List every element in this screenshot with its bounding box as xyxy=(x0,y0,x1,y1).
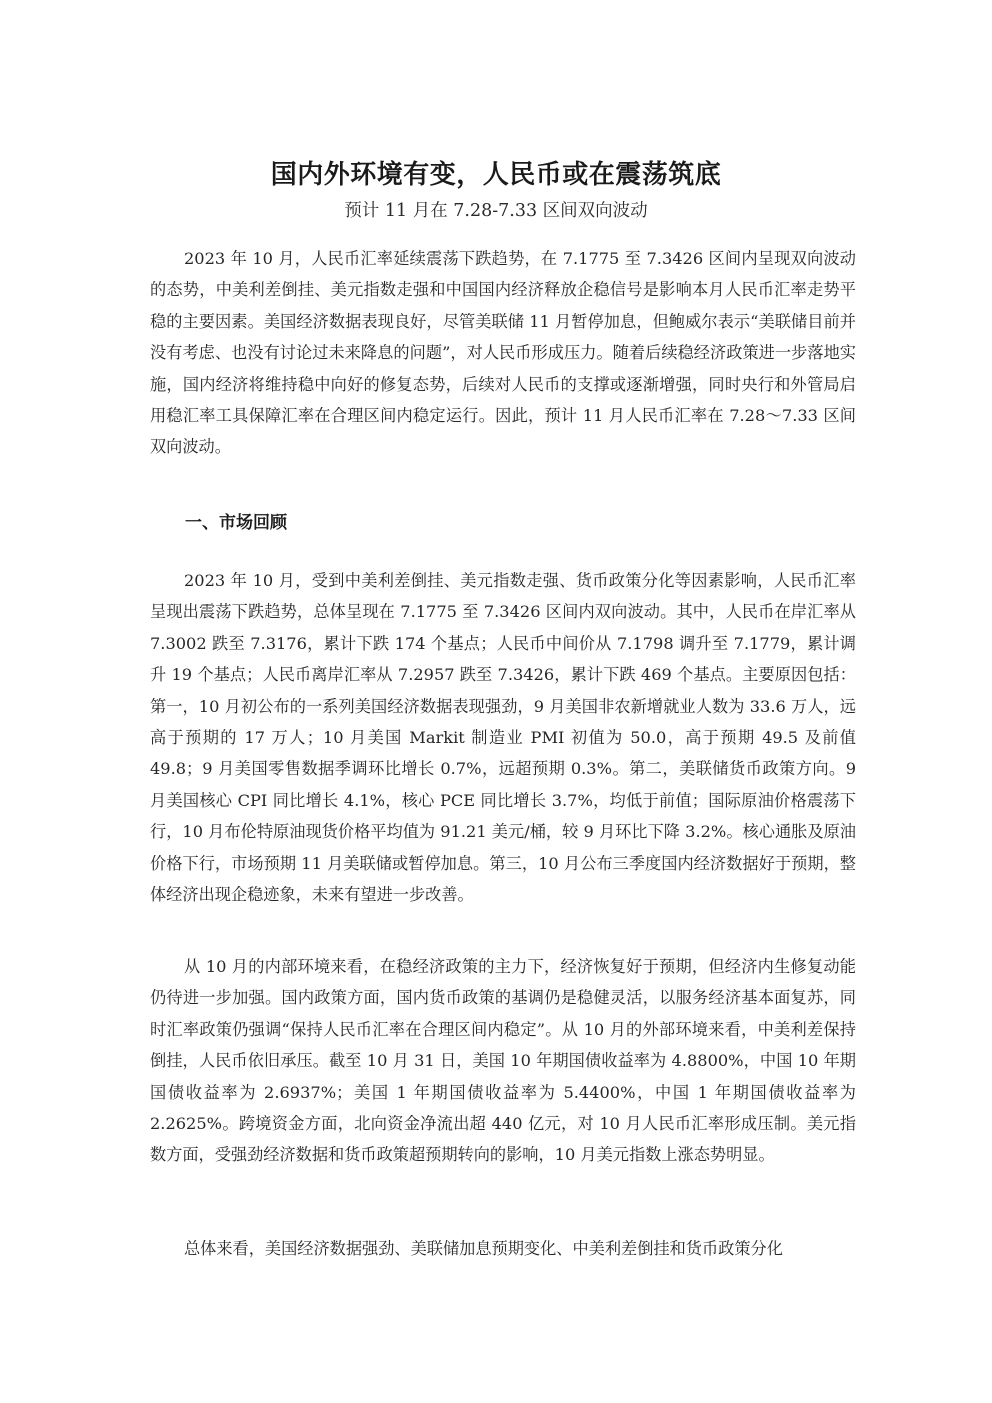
environment-paragraph: 从 10 月的内部环境来看，在稳经济政策的主力下，经济恢复好于预期，但经济内生修复动能仍待进一步加强。国内政策方面，国内货币政策的基调仍是稳健灵活，以服务经济基本面复苏，同时汇率政策仍强调“保持人民币汇率在合理区间内稳定”。从 10 月的外部环境来看，中美利差保持倒挂，人民币依旧承压。截至 10 月 31 日，美国 10 年期国债收益率为 4.8800%，中国 10 年期国债收益率为 2.6937%；美国 1 年期国债收益率为 5.4400%，中国 1 年期国债收益率为 2.2625%。跨境资金方面，北向资金净流出超 440 亿元，对 10 月人民币汇率形成压制。美元指数方面，受强劲经济数据和货币政策超预期转向的影响，10 月美元指数上涨态势明显。 xyxy=(150,957,856,1165)
market-review-paragraph: 2023 年 10 月，受到中美利差倒挂、美元指数走强、货币政策分化等因素影响，人民币汇率呈现出震荡下跌趋势，总体呈现在 7.1775 至 7.3426 区间内双向波动。其中，人民币在岸汇率从 7.3002 跌至 7.3176，累计下跌 174 个基点；人民币中间价从 7.1798 调升至 7.1779，累计调升 19 个基点；人民币离岸汇率从 7.2957 跌至 7.3426，累计下跌 469 个基点。主要原因包括：第一，10 月初公布的一系列美国经济数据表现强劲，9 月美国非农新增就业人数为 33.6 万人，远高于预期的 17 万人；10 月美国 Markit 制造业 PMI 初值为 50.0，高于预期 49.5 及前值 49.8；9 月美国零售数据季调环比增长 0.7%，远超预期 0.3%。第二，美联储货币政策方向。9 月美国核心 CPI 同比增长 4.1%，核心 PCE 同比增长 3.7%，均低于前值；国际原油价格震荡下行，10 月布伦特原油现货价格平均值为 91.21 美元/桶，较 9 月环比下降 3.2%。核心通胀及原油价格下行，市场预期 11 月美联储或暂停加息。第三，10 月公布三季度国内经济数据好于预期，整体经济出现企稳迹象，未来有望进一步改善。 xyxy=(150,571,856,905)
section-heading-market-review: 一、市场回顾 xyxy=(185,513,287,533)
document-title: 国内外环境有变，人民币或在震荡筑底 xyxy=(270,160,722,191)
intro-paragraph: 2023 年 10 月，人民币汇率延续震荡下跌趋势，在 7.1775 至 7.3426 区间内呈现双向波动的态势，中美利差倒挂、美元指数走强和中国国内经济释放企稳信号是影响本月人民币汇率走势平稳的主要因素。美国经济数据表现良好，尽管美联储 11 月暂停加息，但鲍威尔表示“美联储目前并没有考虑、也没有讨论过未来降息的问题”，对人民币形成压力。随着后续稳经济政策进一步落地实施，国内经济将维持稳中向好的修复态势，后续对人民币的支撑或逐渐增强，同时央行和外管局启用稳汇率工具保障汇率在合理区间内稳定运行。因此，预计 11 月人民币汇率在 7.28～7.33 区间双向波动。 xyxy=(150,249,856,457)
summary-paragraph: 总体来看，美国经济数据强劲、美联储加息预期变化、中美利差倒挂和货币政策分化 xyxy=(184,1239,783,1258)
document-subtitle: 预计 11 月在 7.28-7.33 区间双向波动 xyxy=(344,201,648,221)
